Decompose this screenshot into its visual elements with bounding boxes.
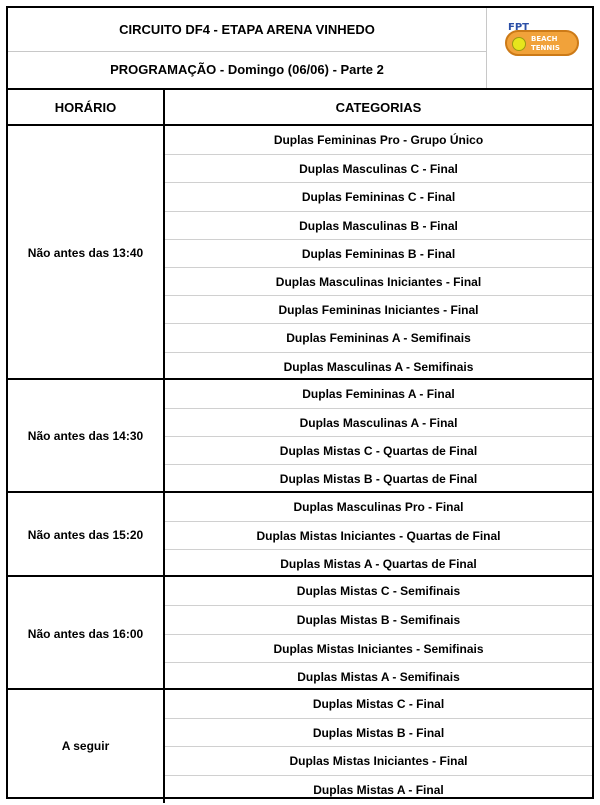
category-row: Duplas Mistas B - Final <box>165 718 592 746</box>
time-slot-label: A seguir <box>8 690 165 803</box>
column-header-time: HORÁRIO <box>8 88 165 126</box>
category-row: Duplas Mistas A - Quartas de Final <box>165 549 592 577</box>
category-row: Duplas Mistas C - Quartas de Final <box>165 436 592 464</box>
category-list <box>165 690 592 803</box>
category-row: Duplas Femininas C - Final <box>165 182 592 210</box>
category-row: Duplas Mistas C - Final <box>312 697 445 711</box>
column-header-categories: CATEGORIAS <box>165 88 592 126</box>
category-row: Duplas Femininas B - Final <box>165 239 592 267</box>
time-slot-group <box>8 126 592 380</box>
category-row: Duplas Mistas Iniciantes - Quartas de Final <box>165 521 592 549</box>
logo-tennis-text: TENNIS <box>531 44 560 52</box>
category-row: Duplas Mistas Iniciantes - Final <box>165 746 592 774</box>
time-slot-group <box>8 575 592 690</box>
schedule-table <box>6 6 594 799</box>
time-slot-group <box>8 378 592 493</box>
category-row: Duplas Masculinas B - Final <box>165 211 592 239</box>
category-row: Duplas Mistas B - Quartas de Final <box>165 464 592 492</box>
category-row: Duplas Masculinas A - Semifinais <box>165 352 592 380</box>
category-row: Duplas Femininas Pro - Grupo Único <box>273 133 484 147</box>
event-title: CIRCUITO DF4 - ETAPA ARENA VINHEDO <box>119 22 375 37</box>
category-row: Duplas Mistas B - Semifinais <box>165 605 592 633</box>
schedule-subtitle: PROGRAMAÇÃO - Domingo (06/06) - Parte 2 <box>8 51 486 89</box>
time-slot-label: Não antes das 16:00 <box>8 577 165 690</box>
logo-fpt-text: FPT <box>508 22 529 33</box>
category-list <box>165 493 592 578</box>
category-row: Duplas Femininas Iniciantes - Final <box>165 295 592 323</box>
category-row: Duplas Mistas C - Semifinais <box>296 584 461 599</box>
category-list <box>165 380 592 493</box>
fpt-beach-tennis-logo <box>505 22 579 56</box>
tennis-ball-icon <box>512 37 526 51</box>
category-list <box>165 126 592 380</box>
category-row: Duplas Femininas A - Semifinais <box>165 323 592 351</box>
time-slot-group <box>8 491 592 578</box>
time-slot-label: Não antes das 13:40 <box>8 126 165 380</box>
time-slot-group <box>8 688 592 803</box>
category-row: Duplas Mistas A - Semifinais <box>165 662 592 690</box>
category-row: Duplas Masculinas A - Final <box>165 408 592 436</box>
category-row: Duplas Masculinas C - Final <box>165 154 592 182</box>
time-slot-label: Não antes das 14:30 <box>8 380 165 493</box>
category-row: Duplas Masculinas Iniciantes - Final <box>165 267 592 295</box>
category-row: Duplas Mistas A - Final <box>165 775 592 803</box>
category-row: Duplas Femininas A - Final <box>302 386 455 401</box>
logo-cell <box>486 8 592 88</box>
category-row: Duplas Mistas Iniciantes - Semifinais <box>165 634 592 662</box>
category-row: Duplas Masculinas Pro - Final <box>293 499 464 514</box>
category-list <box>165 577 592 690</box>
time-slot-label: Não antes das 15:20 <box>8 493 165 578</box>
logo-beach-text: BEACH <box>531 35 558 43</box>
